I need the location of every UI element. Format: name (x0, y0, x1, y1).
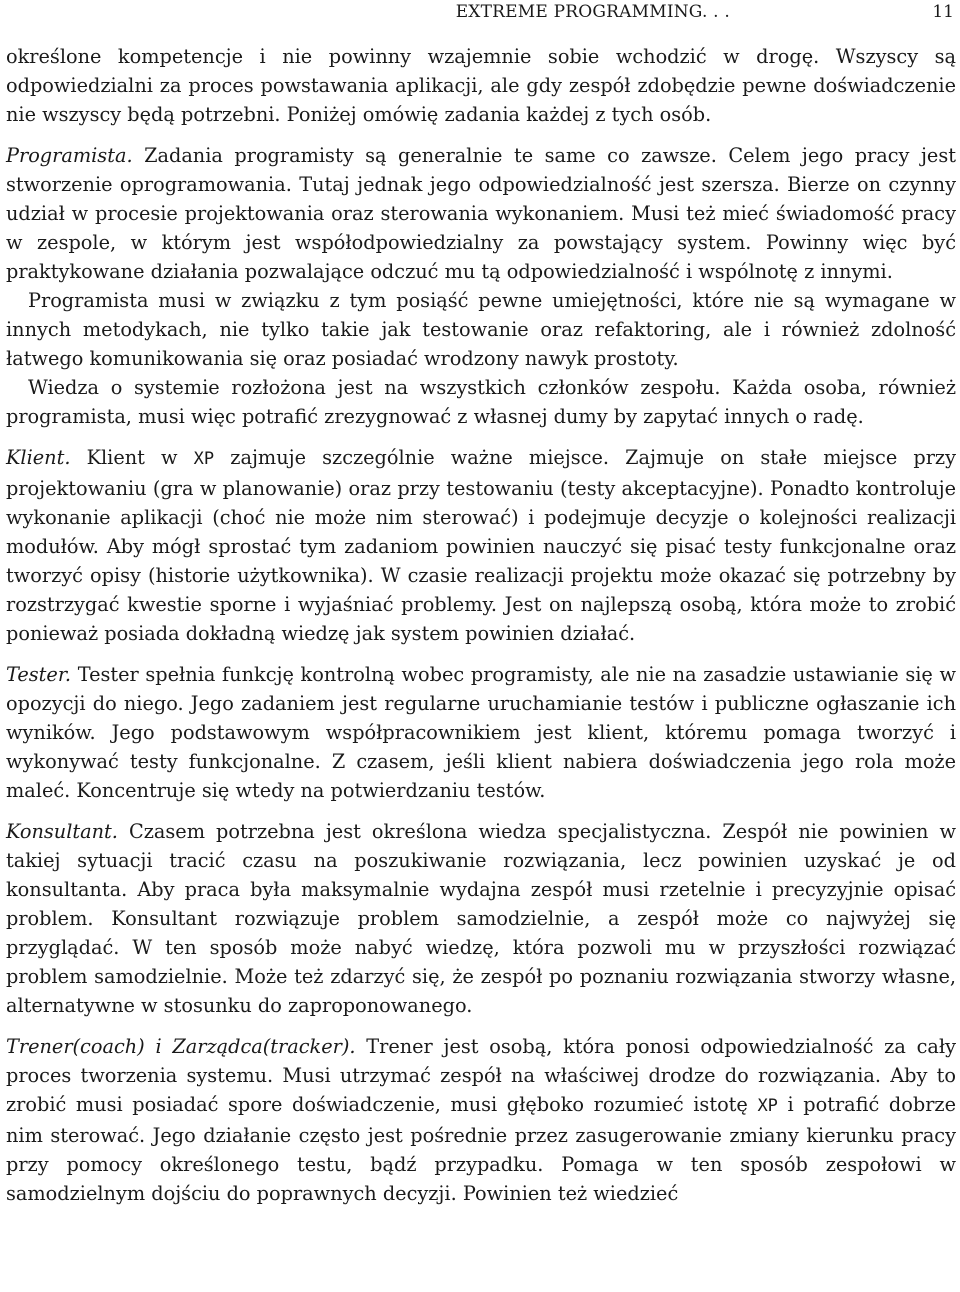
text-span: Trener jest osobą, która ponosi odpowiedzialność za cały proces tworzenia systemu. Musi utrzymać zespół na właściwej drodze do rozwiązania. Aby to zrobić musi posiadać spore doświadczenie, musi głęboko rozumieć istotę (6, 1035, 957, 1116)
text-span: Programista musi w związku z tym posiąść pewne umiejętności, które nie są wymagane w innych metodykach, nie tylko takie jak testowanie oraz refaktoring, ale i również zdolność łatwego komunikowania się oraz posiadać wrodzony nawyk prostoty. (6, 289, 956, 370)
paragraph-klient (6, 443, 956, 648)
section-heading-trener-zarzadca: Trener(coach) i Zarządca(tracker). (6, 1035, 356, 1058)
paragraph-konsultant (6, 817, 956, 1020)
section-heading-konsultant: Konsultant. (6, 820, 118, 843)
text-span: Czasem potrzebna jest określona wiedza specjalistyczna. Zespół nie powinien w takiej sytuacji tracić czasu na poszukiwanie rozwiązania, lecz powinien uzyskać je od konsultanta. Aby praca była maksymalnie wydajna zespół musi rzetelnie i precyzyjnie opisać problem. Konsultant rozwiązuje problem samodzielnie, a zespół może co najwyżej się przyglądać. W ten sposób może nabyć wiedzę, która pozwoli mu w przyszłości rozwiązać problem samodzielnie. Może też zdarzyć się, że zespół po poznaniu rozwiązania stworzy własne, alternatywne w stosunku do zaproponowanego. (6, 820, 956, 1017)
page-number: 11 (932, 2, 954, 22)
text-span: określone kompetencje i nie powinny wzajemnie sobie wchodzić w drogę. Wszyscy są odpowiedzialni za proces powstawania aplikacji, ale gdy zespół zdobędzie pewne doświadczenie nie wszyscy będą potrzebni. Poniżej omówię zadania każdej z tych osób. (6, 45, 956, 126)
paragraph-trener-zarzadca (6, 1032, 956, 1208)
paragraph-programista (6, 141, 956, 286)
text-span: zajmuje szczególnie ważne miejsce. Zajmuje on stałe miejsce przy projektowaniu (gra w planowanie) oraz przy testowaniu (testy akceptacyjne). Ponadto kontroluje wykonanie aplikacji (choć nie może nim sterować) i podejmuje decyzje o kolejności realizacji modułów. Aby mógł sprostać tym zadaniom powinien nauczyć się pisać testy funkcjonalne oraz tworzyć opisy (historie użytkownika). W czasie realizacji projektu może okazać się potrzebny by rozstrzygać kwestie sporne i wyjaśniać problemy. Jest on najlepszą osobą, która może to zrobić ponieważ posiada dokładną wiedzę jak system powinien działać. (6, 446, 956, 645)
paragraph-intro-continuation (6, 42, 956, 129)
text-span: i potrafić dobrze nim sterować. Jego działanie często jest pośrednie przez zasugerowanie zmiany kierunku pracy przy pomocy określonego testu, bądź przypadku. Pomaga w ten sposób zespołowi w samodzielnym dojściu do poprawnych decyzji. Powinien też wiedzieć (6, 1093, 956, 1205)
section-heading-tester: Tester. (6, 663, 72, 686)
running-title: EXTREME PROGRAMMING. . . (455, 2, 730, 22)
text-span: Klient w (70, 446, 194, 469)
paragraph-programista-skills (6, 286, 956, 373)
text-span: Zadania programisty są generalnie te same co zawsze. Celem jego pracy jest stworzenie oprogramowania. Tutaj jednak jego odpowiedzialność jest szersza. Bierze on czynny udział w procesie projektowania oraz sterowania wykonaniem. Musi też mieć świadomość pracy w zespole, w którym jest współodpowiedzialny za powstający system. Powinny więc być praktykowane działania pozwalające odczuć mu tą odpowiedzialność i wspólnotę z innymi. (6, 144, 956, 283)
paragraph-tester (6, 660, 956, 805)
section-heading-programista: Programista. (6, 144, 133, 167)
section-heading-klient: Klient. (6, 446, 71, 469)
text-span: Wiedza o systemie rozłożona jest na wszystkich członków zespołu. Każda osoba, również programista, musi więc potrafić zrezygnować z własnej dumy by zapytać innych o radę. (6, 376, 956, 428)
xp-abbreviation: XP (757, 1096, 778, 1116)
running-header (6, 0, 956, 24)
paragraph-programista-knowledge (6, 373, 956, 431)
text-span: Tester spełnia funkcję kontrolną wobec programisty, ale nie na zasadzie ustawianie się w opozycji do niego. Jego zadaniem jest regularne uruchamianie testów i publiczne ogłaszanie ich wyników. Jego podstawowym współpracownikiem jest klient, któremu pomaga tworzyć i wykonywać testy funkcjonalne. Z czasem, jeśli klient nabiera doświadczenia jego rola może maleć. Koncentruje się wtedy na potwierdzaniu testów. (6, 663, 956, 802)
document-page (6, 0, 956, 1208)
xp-abbreviation: XP (193, 449, 215, 469)
body-text (6, 42, 956, 1208)
